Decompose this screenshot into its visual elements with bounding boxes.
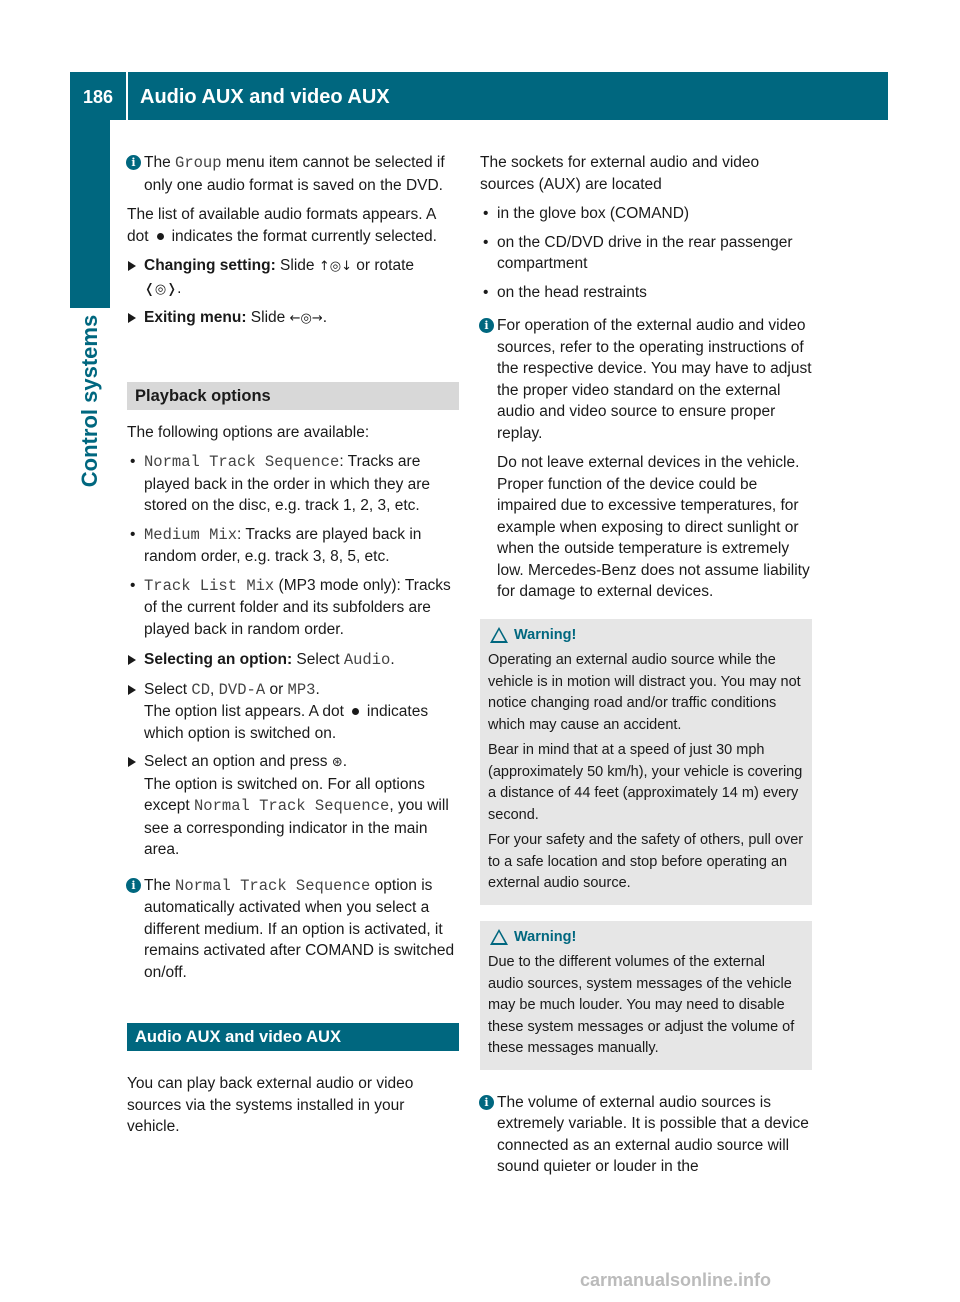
instruction-step — [127, 255, 459, 300]
text: . — [322, 309, 328, 326]
option-name: Medium Mix — [144, 525, 238, 544]
menu-item-ref: Audio — [343, 651, 391, 669]
page-title: Audio AUX and video AUX — [140, 86, 390, 108]
text: Warning! — [514, 626, 577, 643]
step-arrow-icon — [128, 261, 136, 271]
header-divider — [126, 72, 128, 120]
text: menu item cannot be selected if only one audio format is saved on the DVD. — [144, 154, 445, 194]
text: The option list appears. A dot — [144, 703, 344, 720]
info-note — [480, 315, 812, 444]
menu-item-ref: DVD-A — [218, 680, 266, 699]
bullet-icon: • — [130, 525, 136, 543]
sidebar-tab — [70, 120, 110, 308]
text: , — [210, 680, 219, 698]
list-item — [127, 524, 459, 568]
slide-updown-icon: ↑◎↓ — [318, 259, 352, 274]
text: The list of available audio formats appears. A dot — [127, 206, 436, 245]
text: Slide — [246, 309, 290, 326]
paragraph: Bear in mind that at a speed of just 30 mph (approximately 50 km/h), your vehicle is covering a distance of 44 feet (approximately 14 m) every second. — [488, 742, 803, 823]
dot-indicator-icon — [352, 708, 359, 715]
menu-item-ref: CD — [191, 680, 210, 699]
text: , you will see a corresponding indicator in the main area. — [144, 797, 449, 858]
text: indicates which option is switched on. — [144, 703, 429, 742]
info-note — [127, 875, 459, 984]
instruction-step — [127, 649, 459, 672]
paragraph: The sockets for external audio and video sources (AUX) are located — [480, 154, 760, 193]
left-column — [127, 152, 459, 1146]
step-arrow-icon — [128, 313, 136, 323]
rotate-icon: ❬◎❭ — [144, 281, 178, 297]
option-name: Normal Track Sequence — [144, 453, 340, 471]
page-header — [70, 72, 888, 120]
warning-icon — [490, 627, 508, 643]
text: . — [177, 279, 182, 297]
text: The — [144, 154, 176, 171]
paragraph: Due to the different volumes of the external audio sources, system messages of the vehicle may be much louder. You may need to disable these system messages or adjust the volume of these messages manually. — [488, 954, 795, 1056]
section-heading-playback: Playback options — [127, 382, 459, 410]
dot-indicator-icon — [157, 233, 164, 240]
instruction-step — [127, 679, 459, 745]
text: The option is switched on. For all options except — [144, 775, 425, 814]
text: . — [315, 680, 320, 698]
step-label: Changing setting: — [144, 257, 276, 274]
sidebar-section-label: Control systems — [77, 314, 102, 488]
warning-title — [514, 625, 804, 647]
text: Slide — [275, 257, 319, 274]
paragraph: For your safety and the safety of others, pull over to a safe location and stop before operating an external audio source. — [488, 832, 804, 891]
text: (MP3 mode only): Tracks of the current folder and its subfolders are played back in random order. — [144, 576, 451, 638]
bullet-icon: • — [483, 283, 489, 301]
text: Select an option and press — [144, 753, 332, 770]
bullet-icon: • — [483, 205, 489, 222]
menu-item-ref: MP3 — [287, 680, 316, 699]
paragraph: Do not leave external devices in the vehicle. Proper function of the device could be impaired due to excessive temperatures, for example when exposing to direct sunlight or when the outside temperature is extremely low. Mercedes-Benz does not assume liability for damage to external devices. — [497, 454, 810, 600]
option-name: Normal Track Sequence — [175, 876, 371, 895]
text: . — [390, 651, 395, 668]
text: on the CD/DVD drive in the rear passenger compartment — [497, 233, 793, 272]
text: The — [144, 876, 176, 894]
step-label: Selecting an option: — [144, 651, 293, 668]
sidebar-section — [70, 308, 110, 498]
list-item — [480, 282, 812, 304]
text: For operation of the external audio and video sources, refer to the operating instructions of the respective device. You may have to adjust the proper video standard on the external audio and video source to ensure proper replay. — [497, 317, 812, 442]
warning-box — [480, 619, 812, 905]
step-arrow-icon — [128, 655, 136, 665]
text: on the head restraints — [497, 283, 647, 301]
paragraph: The following options are available: — [127, 423, 370, 441]
instruction-step — [127, 751, 459, 861]
text: Select — [144, 680, 192, 698]
text: . — [342, 753, 348, 770]
bullet-icon: • — [130, 576, 136, 594]
step-label: Exiting menu: — [144, 309, 247, 326]
info-note — [127, 152, 459, 196]
list-item — [127, 575, 459, 641]
info-icon: i — [126, 155, 141, 170]
text: in the glove box (COMAND) — [497, 205, 690, 222]
text: indicates the format currently selected. — [171, 227, 437, 245]
info-note — [480, 1092, 812, 1178]
paragraph: Operating an external audio source while the vehicle is in motion will distract you. You may not notice changing road and/or traffic conditions which may cause an accident. — [488, 652, 801, 733]
option-name: Track List Mix — [144, 576, 275, 595]
warning-title — [514, 927, 804, 949]
text: or — [265, 680, 288, 698]
info-icon: i — [126, 878, 141, 893]
press-controller-icon: ⊛ — [331, 755, 343, 770]
info-icon: i — [479, 1095, 494, 1110]
menu-item-ref: Group — [175, 154, 222, 172]
text: : Tracks are played back in random order, e.g. track 3, 8, 5, etc. — [144, 525, 422, 565]
step-arrow-icon — [128, 685, 136, 695]
text: Warning! — [514, 928, 577, 945]
paragraph — [127, 204, 459, 247]
warning-icon — [490, 929, 508, 945]
text: or rotate — [351, 257, 415, 274]
list-item — [127, 451, 459, 517]
watermark: carmanualsonline.info — [580, 1270, 772, 1290]
right-column — [480, 152, 812, 1186]
list-item — [480, 203, 812, 225]
section-heading-aux: Audio AUX and video AUX — [127, 1023, 459, 1051]
instruction-step — [127, 307, 459, 330]
page-number: 186 — [82, 87, 114, 107]
list-item — [480, 232, 812, 275]
step-arrow-icon — [128, 757, 136, 767]
text: : Tracks are played back in the order in which they are stored on the disc, e.g. track 1, 2, 3, etc. — [144, 453, 431, 514]
text: option is automatically activated when you select a different medium. If an option is activated, it remains activated after COMAND is switched on/off. — [144, 876, 455, 981]
text: The volume of external audio sources is extremely variable. It is possible that a device connected as an external audio source will sound quieter or louder in the — [497, 1093, 809, 1175]
warning-box — [480, 921, 812, 1070]
option-name: Normal Track Sequence — [193, 797, 390, 815]
bullet-icon: • — [483, 233, 489, 251]
text: Select — [292, 651, 344, 668]
slide-leftright-icon: ←◎→ — [289, 311, 323, 326]
info-icon: i — [479, 318, 494, 333]
paragraph: You can play back external audio or video sources via the systems installed in your vehicle. — [127, 1075, 414, 1135]
bullet-icon: • — [130, 453, 136, 470]
